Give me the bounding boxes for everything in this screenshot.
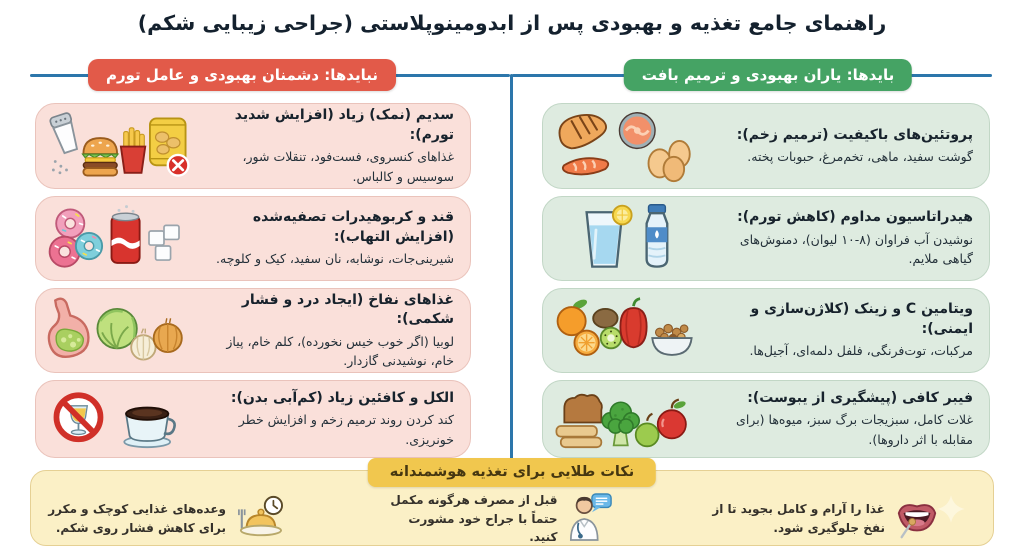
tip-small-meals-text: وعده‌های غذایی کوچک و مکرر برای کاهش فشار روی شکم.	[48, 502, 226, 535]
doctor-consultation-icon	[567, 492, 613, 546]
do-card-fiber-text: غلات کامل، سبزیجات برگ سبز، میوه‌ها (برای مقابله با اثر داروها).	[736, 412, 973, 447]
dont-card-alcohol	[35, 380, 471, 458]
dont-card-sugar-text: شیرینی‌جات، نوشابه، نان سفید، کیک و کلوچه.	[216, 251, 454, 267]
tips-header: نکات طلایی برای تغذیه هوشمندانه	[368, 458, 656, 487]
stomach-cabbage-onion-icon	[42, 291, 196, 370]
do-card-protein-text: گوشت سفید، ماهی، تخم‌مرغ، حبوبات پخته.	[747, 149, 973, 165]
do-card-vitamin	[542, 288, 990, 373]
sweets-soda-icon	[42, 199, 196, 278]
page-title: راهنمای جامع تغذیه و بهبودی پس از ابدومینوپلاستی (جراحی زیبایی شکم)	[137, 11, 887, 35]
x-mark-icon	[168, 154, 189, 175]
dont-card-sugar-title: قند و کربوهیدرات تصفیه‌شده (افزایش التهاب):	[252, 209, 454, 245]
protein-foods-icon	[549, 107, 703, 186]
do-card-hydration	[542, 196, 990, 281]
meal-plate-clock-icon	[235, 494, 285, 544]
bread-broccoli-apples-icon	[549, 382, 703, 456]
tip-chew-slowly-text: غذا را آرام و کامل بجوید تا از نفخ جلوگیری شود.	[712, 502, 885, 535]
salty-fastfood-icon	[42, 107, 196, 186]
do-card-hydration-title: هیدراتاسیون مداوم (کاهش تورم):	[737, 209, 973, 226]
sparkle-icon	[936, 494, 966, 528]
dont-card-sugar	[35, 196, 471, 281]
tips-row	[48, 491, 940, 547]
do-card-fiber-title: فیبر کافی (پیشگیری از یبوست):	[747, 389, 973, 406]
no-alcohol-coffee-icon	[42, 382, 196, 456]
tip-consult-surgeon	[380, 491, 613, 547]
tip-small-meals	[48, 494, 285, 544]
do-card-vitamin-title: ویتامین C و زینک (کلاژن‌سازی و ایمنی):	[750, 301, 973, 337]
dont-card-alcohol-text: کند کردن روند ترمیم زخم و افزایش خطر خونریزی.	[238, 412, 454, 447]
divider-line-vertical	[510, 74, 513, 462]
do-card-protein-title: پروتئین‌های باکیفیت (ترمیم زخم):	[736, 126, 973, 143]
do-card-hydration-text: نوشیدن آب فراوان (۸-۱۰ لیوان)، دمنوش‌های گیاهی ملایم.	[739, 231, 973, 267]
tip-chew-slowly	[707, 494, 940, 544]
dont-card-sodium	[35, 103, 471, 189]
dont-card-alcohol-title: الکل و کافئین زیاد (کم‌آبی بدن):	[230, 389, 454, 406]
tip-consult-surgeon-text: قبل از مصرف هرگونه مکمل حتماً با جراح خود مشورت کنید.	[390, 493, 558, 545]
dont-column-header: نبایدها: دشمنان بهبودی و عامل تورم	[88, 59, 396, 91]
no-alcohol-sign-icon	[56, 395, 100, 439]
do-column-header: بایدها: یاران بهبودی و ترمیم بافت	[624, 59, 912, 91]
dont-card-sodium-title: سدیم (نمک) زیاد (افزایش شدید تورم):	[234, 107, 454, 143]
do-card-fiber	[542, 380, 990, 458]
mouth-chewing-fork-icon	[894, 494, 940, 544]
dont-card-sodium-text: غذاهای کنسروی، فست‌فود، تنقلات شور، سوسیس و کالباس.	[242, 149, 454, 184]
do-card-vitamin-text: مرکبات، توت‌فرنگی، فلفل دلمه‌ای، آجیل‌ها.	[749, 343, 973, 359]
water-glass-bottle-icon	[549, 199, 703, 278]
dont-card-bloating-text: لوبیا (اگر خوب خیس نخورده)، کلم خام، پیاز خام، نوشیدنی گازدار.	[226, 333, 454, 369]
dont-card-bloating	[35, 288, 471, 373]
dont-card-bloating-title: غذاهای نفاخ (ایجاد درد و فشار شکمی):	[241, 291, 454, 328]
do-card-protein	[542, 103, 990, 189]
citrus-kiwi-pepper-nuts-icon	[549, 291, 703, 370]
